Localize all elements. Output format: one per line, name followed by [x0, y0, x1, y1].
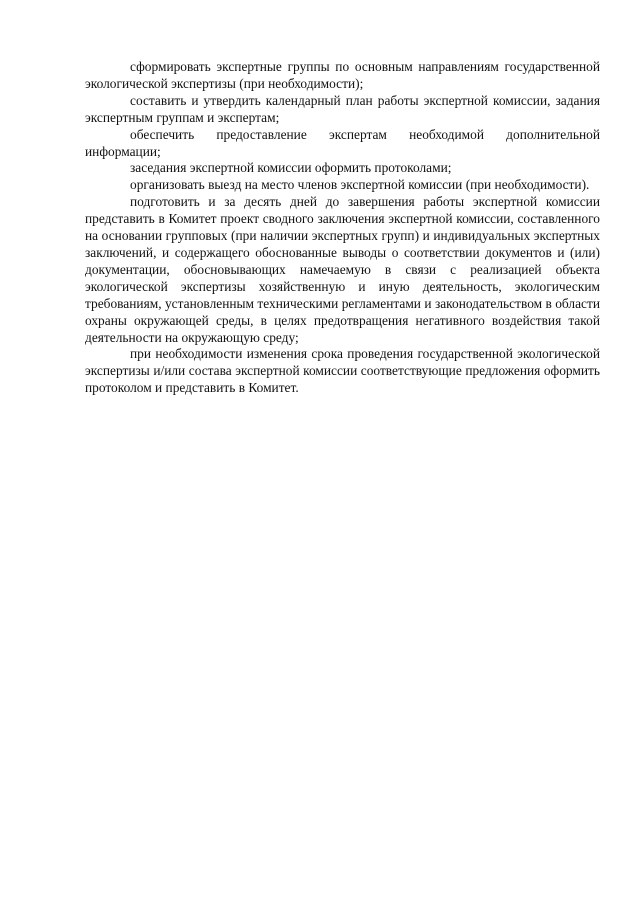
paragraph-deadline-changes: при необходимости изменения срока проведения государственной экологической экспертизы и/или состава экспертной комиссии соответствующие предложения оформить протоколом и представить в Комитет.	[85, 346, 600, 396]
document-body	[85, 59, 600, 397]
paragraph-meeting-protocols: заседания экспертной комиссии оформить протоколами;	[130, 160, 452, 176]
paragraph-additional-information: обеспечить предоставление экспертам необходимой дополнительной информации;	[85, 126, 600, 159]
paragraph-form-expert-groups: сформировать экспертные группы по основным направлениям государственной экологической экспертизы (при необходимости);	[85, 59, 600, 91]
paragraph-summary-conclusion: подготовить и за десять дней до завершения работы экспертной комиссии представить в Комитет проект сводного заключения экспертной комиссии, составленного на основании групповых (при наличии экспертных групп) и индивидуальных экспертных заключений, и содержащего обоснованные выводы о соответствии документов и (или) документации, обосновывающих намечаемую в связи с реализацией объекта экологической экспертизы хозяйственную и иную деятельность, экологическим требованиям, установленным техническими регламентами и законодательством в области охраны окружающей среды, в целях предотвращения негативного воздействия такой деятельности на окружающую среду;	[85, 194, 600, 345]
paragraph-calendar-plan: составить и утвердить календарный план работы экспертной комиссии, задания экспертным группам и экспертам;	[85, 92, 600, 125]
paragraph-site-visit: организовать выезд на место членов экспертной комиссии (при необходимости).	[130, 177, 590, 193]
